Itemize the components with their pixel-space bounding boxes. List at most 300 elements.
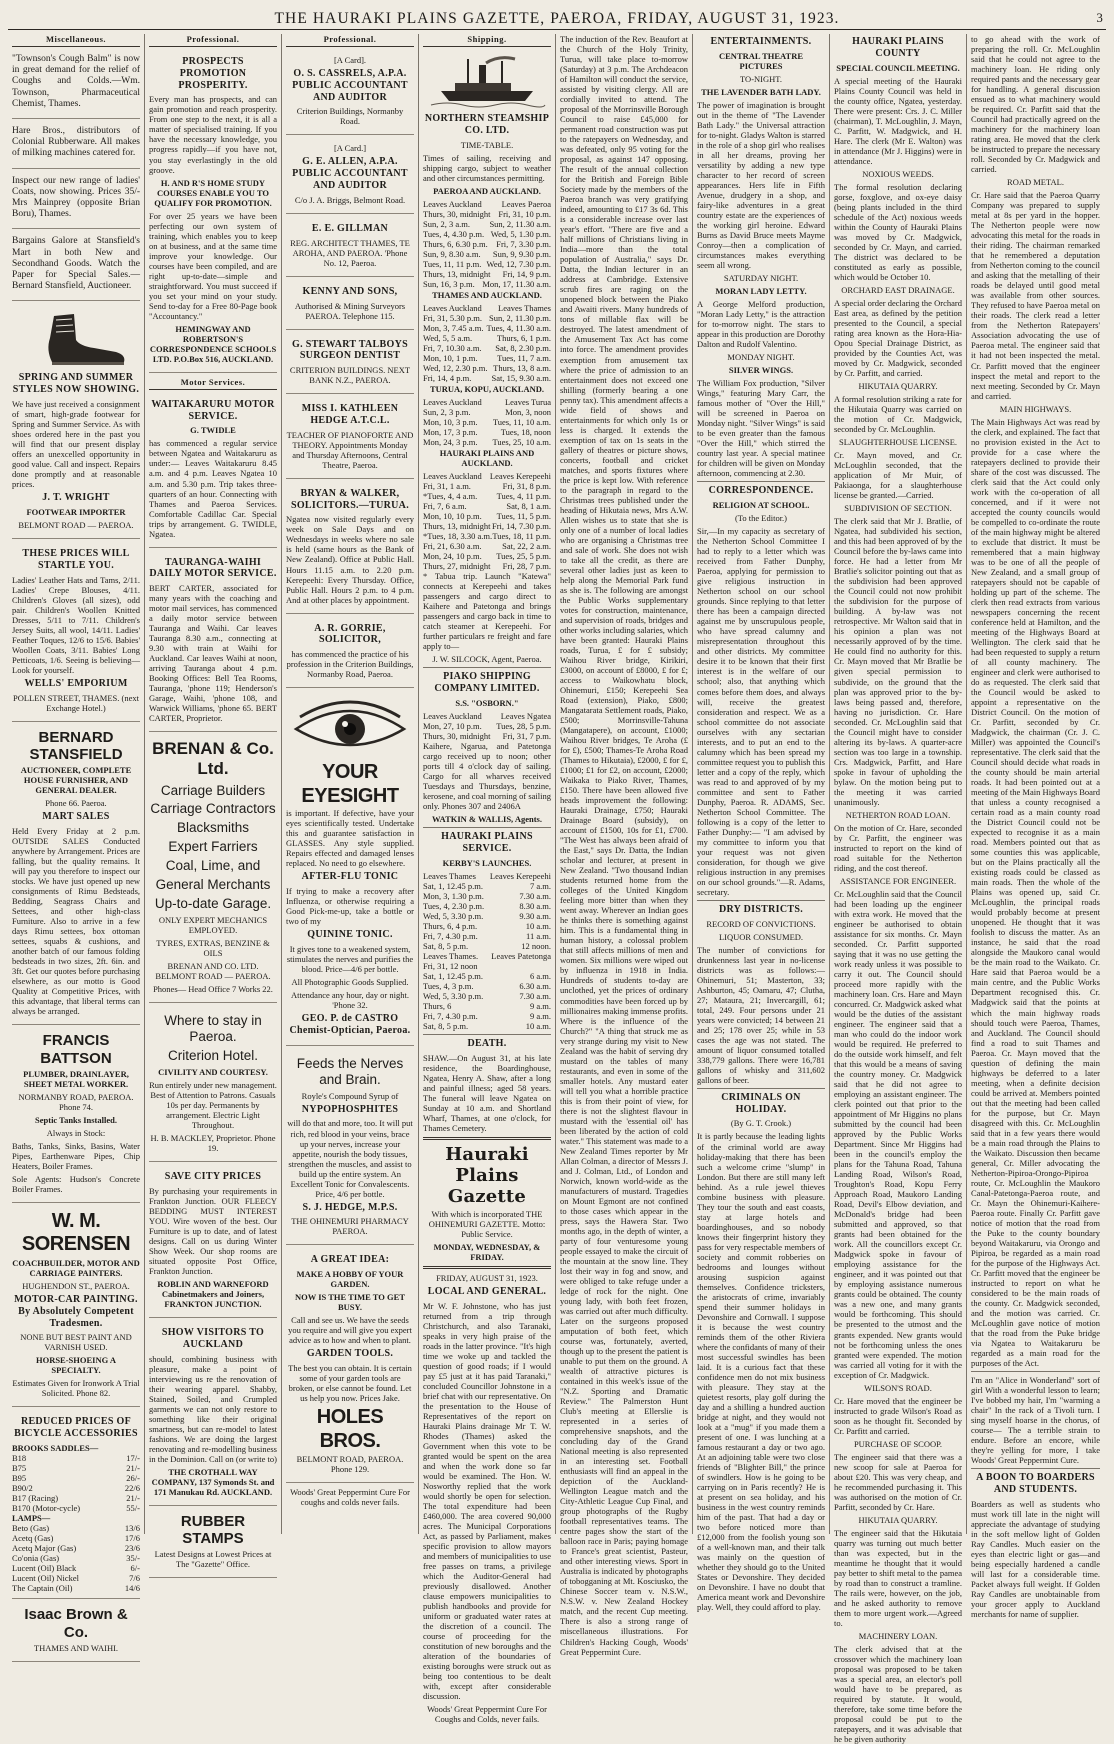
subdivision-body: The clerk said that Mr J. Bratlie, of Ngatea, had subdivided his section, and this had been approved of by the Council before the by-laws came into force. He had a letter from Mr Bratlie's solicitor pointing out that as the subdivision had been approved the Council could not now prohibit the subdivision for the purpose of building. A by-law was not retrospective. Mr Walton said that in his opinion a plan was not necessarily approved of by the time. He could find no authority for this. Cr. Mayn moved that Mr Bratlie be given special permission to subdivide, on the ground that the plan was approved prior to the by-laws being passed and, therefore, having no jurisdiction. Cr. Hare seconded. Cr. McLoughlin said that the Council might have to consider altering its by-laws. A quarter-acre section was too large in a township. Crs. Madgwick, Parfitt, and Hare spoke in favour of upholding the bylaw. On the motion being put to the meeting it was carried unanimously. xyxy=(834,516,962,807)
trade-line: General Merchants xyxy=(155,877,271,893)
metal-body: Cr. Hare said that the Paeroa Quarry Company was prepared to supply metal at 8s per yard in the hopper. The Netherton people were now advocating this metal for the roads in their riding. The chairman remarked that he remembered a deputation from Netherton coming to the council and asking that the metalling of their roads be delayed until good metal was available from other sources. They refused to have Paeroa metal on their roads. The clerk read a letter from the Netherton Ratepayers' Association advocating the use of Paeroa metal. The engineer said that it had not been inspected the metal. Cr. Parfitt moved that the engineer inspect the metal and report to the next meeting. Seconded by Cr. Mayn and carried. xyxy=(971,190,1100,401)
timetable-row xyxy=(423,229,551,239)
ad-tauranga-waihi xyxy=(149,552,277,733)
price-item: Lucent (Oil) Nickel xyxy=(12,1573,80,1584)
timetable-row xyxy=(423,1001,551,1011)
piako-body: Kaihere, Ngarua, and Patetonga cargo received up to noon; other ports till 4 o'clock day of sailing. Cargo for all wharves received Tuesdays and Thursdays, benzine, kerosene, and coal morning of sailing only. Phones 307 and 2406A xyxy=(423,741,551,812)
quinine-body: It gives tone to a weakened system, stimulates the nerves and purifies the blood. Price—4/6 per bottle. xyxy=(286,944,414,975)
piako-title: PIAKO SHIPPING COMPANY LIMITED. xyxy=(434,671,540,695)
departure-time: Fri, 7, 6 a.m. xyxy=(423,501,467,512)
timetable-row xyxy=(423,373,551,383)
timetable-row xyxy=(423,521,551,531)
timetable-row xyxy=(423,931,551,941)
ad-text: "Townson's Cough Balm" is now in great demand for the relief of Coughs and Colds.—Wm. Townson, Pharmaceutical Chemist, Thames. xyxy=(12,54,140,109)
departure-time: Thurs, 6 xyxy=(423,1000,452,1011)
wright-name: J. T. WRIGHT xyxy=(42,492,110,504)
price-item: Co'onia (Gas) xyxy=(12,1553,60,1564)
departure-time: Wed, 12, 2.30 p.m. xyxy=(423,362,488,373)
waitakaruru-name: G. TWIDLE xyxy=(190,425,236,436)
ad-criterion-hotel xyxy=(149,1007,277,1162)
orchard-body: A special order declaring the Orchard East area, as defined by the petition presented to the Council, a special rating area known as the Hora-Hia-Opou Special Drainage District, as provided by the Counties Act, was moved by Cr. Madgwick, seconded by Cr. Parfitt, and carried. xyxy=(834,297,962,379)
trade-line: Coal, Lime, and xyxy=(165,858,261,874)
return-time: Fri, 7, 3.30 p.m. xyxy=(496,238,551,249)
lavender-title: THE LAVENDER BATH LADY. xyxy=(701,86,821,97)
sorensen-address: HUGHENDON ST., PAEROA. xyxy=(22,1280,130,1291)
tyres: TYRES, EXTRAS, BENZINE & OILS xyxy=(156,937,270,958)
header-col-b: Leaves Thames xyxy=(498,302,551,313)
price-value: 26/- xyxy=(126,1473,140,1484)
lamps-list xyxy=(12,1523,140,1593)
header-col-b: Leaves Patetonga xyxy=(491,950,551,961)
prices-title: THESE PRICES WILL STARTLE YOU. xyxy=(22,548,130,571)
tauranga-body: BERT CARTER, associated for many years with the coaching and motor mail services, has commenced a daily motor service between Tauranga and Waihi. Car leaves Tauranga 8.30 a.m., connecting at 9.30 with train at Waihi for Auckland. Car leaves Waihi at noon, arriving Tauranga about 4 p.m. Booking Offices: Bell Tea Rooms, Tauranga, 'phone 119; Henderson's Garage, Waihi, 'phone 108, and Warwick Williams, 'phone 65. BERT CARTER, Proprietor. xyxy=(149,583,277,724)
royle-body: will do that and more, too. It will put rich, red blood in your veins, brace up your nerves, increase your appetite, nourish the body tissues, strengthen the muscles, and assist to build up the entire system. An Excellent Tonic for Convalescents. Price, 4/6 per bottle. xyxy=(287,1118,413,1199)
netherton-body: On the motion of Cr. Hare, seconded by Cr. Parfitt, the engineer was instructed to report on the kind of road suitable for the Netherton riding, and the cost thereof. xyxy=(834,822,962,873)
price-item: B95 xyxy=(12,1473,27,1484)
hypophosphites: NYPOPHOSPHITES xyxy=(301,1103,399,1115)
return-time: Tues, 28, 5 p.m. xyxy=(496,721,551,732)
column-5 xyxy=(556,34,693,1657)
gillman-name: E. E. GILLMAN xyxy=(311,222,389,234)
price-row xyxy=(12,1523,140,1533)
price-row xyxy=(12,1503,140,1513)
timetable-header xyxy=(423,951,551,961)
hedge-name: MISS I. KATHLEEN HEDGE A.T.C.L. xyxy=(301,403,399,426)
return-time: Sat, 8, 2.30 p.m. xyxy=(495,342,551,353)
timetable-row xyxy=(423,239,551,249)
assistance-title: ASSISTANCE FOR ENGINEER. xyxy=(839,875,957,886)
departure-time: Thurs, 27, midnight xyxy=(423,561,491,572)
boarders-body: Boarders as well as students who must work till late in the night will appreciate the advantage of studying in the soft mellow light of Golden Ray Candles. Much easier on the eyes than electric light or gas—and being especially hardened a candle will last for a considerable time. Packet always full weight. If Golden Ray Candles are unobtainable from your grocer apply to Auckland merchants for name of supplier. xyxy=(971,1498,1100,1619)
ad-allen xyxy=(286,139,414,213)
departure-time: Tues, 4, 3 p.m. xyxy=(423,980,474,991)
timetable-row xyxy=(423,323,551,333)
dry-districts-title: DRY DISTRICTS. xyxy=(718,903,804,915)
talboys-body: CRITERION BUILDINGS. NEXT BANK N.Z., PAEROA. xyxy=(289,365,411,386)
visitors-body: should, combining business with pleasure, make a point of interviewing us re the renovation of their wearing apparel. Shabby, Stained, Soiled, and Crumpled garments we can not only restore to something like their original smartness, but can re-model to latest fashions. We are doing the largest renovating and re-modelling business in the Dominion. Call on (or write to) xyxy=(149,1353,277,1464)
save-title: SAVE CITY PRICES xyxy=(164,1170,262,1182)
brenan-phones: Phones— Head Office 7 Works 22. xyxy=(153,984,273,995)
silcock-agent: J. W. SILCOCK, Agent, Paeroa. xyxy=(432,654,542,665)
departure-time: Thurs, 6, 4 p.m. xyxy=(423,920,478,931)
return-time: 6.30 a.m. xyxy=(519,980,551,991)
masthead-title: THE HAURAKI PLAINS GAZETTE, PAEROA, FRIDAY, AUGUST 31, 1923. xyxy=(274,10,840,27)
mechanics: ONLY EXPERT MECHANICS EMPLOYED. xyxy=(158,914,268,935)
ad-kenny xyxy=(286,281,414,330)
price-row xyxy=(12,1543,140,1553)
criminals-title: CRIMINALS ON HOLIDAY. xyxy=(721,1091,801,1115)
brenan-address: BRENAN AND CO. LTD. BELMONT ROAD — PAEROA. xyxy=(155,961,271,982)
wilson-body: Cr. Hare moved that the engineer be instructed to grade Wilson's Road as soon as he thought fit. Seconded by Cr. Parfitt and carried. xyxy=(834,1395,962,1436)
timetable-header xyxy=(423,199,551,209)
special-meeting: SPECIAL COUNCIL MEETING. xyxy=(836,62,960,73)
stock-body: Baths, Tanks, Sinks, Basins, Water Pipes, Earthenware Pipes, Chip Heaters, Boiler Frames. xyxy=(12,1140,140,1171)
departure-time: Thurs, 30, midnight xyxy=(423,731,491,742)
return-time: Fri, 28, 7 p.m. xyxy=(502,561,551,572)
departure-time: Mon, 10, 1 p.m. xyxy=(423,352,478,363)
thames-auckland-title: THAMES AND AUCKLAND. xyxy=(432,289,542,300)
timetable-row xyxy=(423,353,551,363)
gazette-date: FRIDAY, AUGUST 31, 1923. xyxy=(436,1272,538,1283)
tools-body: The best you can obtain. It is certain some of your garden tools are broken, or else cannot be found. Let us help you now. Prices Jake. xyxy=(288,1363,412,1404)
hquarry-title: HIKUTAIA QUARRY. xyxy=(858,1514,938,1525)
ad-isaac-brown xyxy=(12,1603,140,1661)
sole-agents: Sole Agents: Hudson's Concrete Boiler Frames. xyxy=(12,1173,140,1194)
return-time: Tues, 18, noon xyxy=(500,427,551,438)
price-item: B170 (Motor-cycle) xyxy=(12,1503,81,1514)
timetable-row xyxy=(423,551,551,561)
departure-time: Tues, 4, 2.30 p.m. xyxy=(423,900,485,911)
hauraki-timetable xyxy=(423,481,551,571)
section-heading-shipping: Shipping. xyxy=(423,34,551,47)
timetable-note: Times of sailing, receiving and shipping cargo, subject to weather and other circumstances permitting. xyxy=(423,152,551,183)
return-time: Tues, 25, 5 p.m. xyxy=(496,551,551,562)
price-item: Acetq Major (Gas) xyxy=(12,1543,77,1554)
departure-time: Mon, 27, 10 p.m. xyxy=(423,721,482,732)
wells-address: POLLEN STREET, THAMES. (next Exchange Hotel.) xyxy=(13,692,139,713)
ad-bryan-walker xyxy=(286,483,414,614)
council-title: HAURAKI PLAINS COUNTY xyxy=(852,36,944,59)
gazette-days: MONDAY, WEDNESDAY, & FRIDAY. xyxy=(433,1241,541,1262)
piako-timetable xyxy=(423,721,551,741)
return-time: 7 a.m. xyxy=(529,880,551,891)
alice-verse: I'm an "Alice in Wonderland" sort of girl With a wonderful lesson to learn; I've bobbed my hair, I'm "warming a chair" In the rack of a Tivoli turn. I sing myself hoarse in the chorus, of course— The a terrible strain to endure. Before an encore, while they're yelling for more, I take Woods' Great Peppermint Cure. xyxy=(971,1375,1100,1466)
moran-body: A George Melford production, "Moran Lady Letty," is the attraction for to-morrow night. The stars to appear in this production are Dorothy Dalton and Rudolf Valentino. xyxy=(697,299,825,350)
departure-time: Mon, 17, 3 p.m. xyxy=(423,427,478,438)
ad-bernard-stansfield xyxy=(12,726,140,1026)
card-label: [A Card.] xyxy=(333,143,367,154)
turua-title: TURUA, KOPU, AUCKLAND. xyxy=(429,383,545,394)
highways-title: MAIN HIGHWAYS. xyxy=(999,403,1072,414)
watkin-agents: WATKIN & WALLIS, Agents. xyxy=(432,814,542,825)
attendance: Attendance any hour, day or night. 'Phone 32. xyxy=(291,990,409,1011)
return-time: 10 a.m. xyxy=(525,920,551,931)
return-time: Tues, 25, 10 a.m. xyxy=(492,437,551,448)
afterflu-title: AFTER-FLU TONIC xyxy=(301,871,399,883)
ad-hedge-pharmacy xyxy=(286,1050,414,1246)
timetable-row xyxy=(423,971,551,981)
departure-time: Sun, 2, 3 p.m. xyxy=(423,407,471,417)
gorrie-name: A. R. GORRIE, SOLICITOR, xyxy=(314,622,386,646)
departure-time: Thurs, 13, midnight xyxy=(423,268,491,279)
prices-body: Ladies' Leather Hats and Tams, 2/11. Ladies' Crepe Blouses, 4/11. Children's Gloves (all sizes), odd pair. Children's Woollen Knitted Dresses, 5/11 to 7/11. Children's Jersey Suits, all wool, 14/11. Ladies' Feather Toques, 12/6 to 15/6. Babies' Woollen Coats, 3/11. Babies' Long Petticoats, 1/6. Seeing is believing—Look for yourself. xyxy=(12,574,140,675)
column-7 xyxy=(830,34,967,1744)
ad-hedge-piano xyxy=(286,398,414,479)
hquarry-body: The engineer said that the Hikutaia quarry was turning out much better than was expected, but in the meantime he thought that it would pay better to shift metal to the pamea by road than to construct a tramline. The rails were, however, on the job, and he asked authority to remove them to more urgent work.—Agreed to. xyxy=(834,1527,962,1628)
ad-townson xyxy=(12,51,140,119)
return-time: Tues, 11, 5 p.m. xyxy=(496,511,551,522)
prospects-title: PROSPECTS PROMOTION PROSPERITY. xyxy=(178,56,248,91)
price-item: B18 xyxy=(12,1453,27,1464)
castro-name: GEO. P. de CASTRO Chemist-Optician, Paeroa. xyxy=(289,1013,411,1037)
gorrie-body: has commenced the practice of his profession in the Criterion Buildings, Normanby Road, Paeroa. xyxy=(286,649,414,680)
departure-time: Sun, 16, 3 p.m. xyxy=(423,278,475,289)
rubber-title: RUBBER STAMPS xyxy=(180,1512,246,1548)
column-3 xyxy=(282,34,419,1534)
return-time: 10 a.m. xyxy=(525,1021,551,1032)
return-time: Fri, 31, 8 p.m. xyxy=(502,481,551,492)
price-value: 21/- xyxy=(126,1493,140,1504)
isaac-address: THAMES AND WAIHI. xyxy=(33,1642,119,1653)
slaughter-title: SLAUGHTERHOUSE LICENSE. xyxy=(838,437,958,448)
hedge-mps-body: THE OHINEMURI PHARMACY PAEROA. xyxy=(291,1216,409,1237)
departure-time: Mon, 3, 1.30 p.m. xyxy=(423,890,484,901)
criterion-name: Criterion Hotel. xyxy=(167,1047,259,1063)
timetable-row xyxy=(423,279,551,289)
timetable-row xyxy=(423,531,551,541)
price-item: Acetq (Gas) xyxy=(12,1533,54,1544)
return-time: 7.30 a.m. xyxy=(519,990,551,1001)
price-row xyxy=(12,1563,140,1573)
tauranga-title: TAURANGA-WAIHI DAILY MOTOR SERVICE. xyxy=(149,556,277,580)
column-8 xyxy=(967,34,1104,1619)
departure-time: Thurs, 6, 6.30 p.m. xyxy=(423,238,488,249)
criterion-body: Run entirely under new management. Best of Attention to Patrons. Casuals 10s per day. Permanents by arrangement. Electric Light Throughout. xyxy=(149,1079,277,1130)
header-col-a: Leaves Auckland xyxy=(423,396,482,407)
ad-brenan xyxy=(149,736,277,1003)
price-item: B75 xyxy=(12,1463,27,1474)
timetable-row xyxy=(423,481,551,491)
gazette-subtitle: With which is incorporated THE OHINEMURI GAZETTE. Motto: Public Service. xyxy=(428,1208,546,1239)
return-time: Sun, 9, 9.30 p.m. xyxy=(492,248,551,259)
wright-trade: FOOTWEAR IMPORTER xyxy=(26,507,126,517)
return-time: Sat, 15, 9.30 a.m. xyxy=(491,372,551,383)
osborn-title: S.S. "OSBORN." xyxy=(455,697,519,708)
eyesight-title: YOUR EYESIGHT xyxy=(301,761,399,807)
noxious-title: NOXIOUS WEEDS. xyxy=(862,168,934,179)
departure-time: Thurs, 13, midnight xyxy=(423,521,491,532)
ad-hemingway-robertson xyxy=(149,51,277,373)
card-label: [A Card]. xyxy=(333,55,367,66)
header-col-b: Leaves Paeroa xyxy=(501,198,551,209)
trade-line: Expert Farriers xyxy=(168,839,258,855)
price-value: 22/6 xyxy=(124,1483,140,1494)
timetable-row xyxy=(423,417,551,427)
return-time: Mon, 17, 11.30 a.m. xyxy=(482,278,551,289)
timetable-row xyxy=(423,881,551,891)
eyesight-body: is important. If defective, have your eyes scientifically tested. Undertake this and guarantee satisfaction in GLASSES. Any style supplied. Repairs effected and damaged lenses replaced. No need to go elsewhere. xyxy=(286,808,414,869)
kerepeehi-note: * Tabua trip. Launch "Katewa" connects at Kerepeehi and takes passengers and cargo direct to Kaihere and Patetonga and brings passengers and cargo back in time to catch steamer at Kerepeehi. For further particulars re freight and fare apply to— xyxy=(423,571,551,652)
timetable-row xyxy=(423,941,551,951)
northern-title: NORTHERN STEAMSHIP CO. LTD. xyxy=(424,113,550,136)
cassrels-address: Criterion Buildings, Normanby Road. xyxy=(296,106,404,127)
talboys-name: G. STEWART TALBOYS SURGEON DENTIST xyxy=(292,338,408,362)
timetable-row xyxy=(423,437,551,447)
kenny-body: Authorised & Mining Surveyors PAEROA. Telephone 115. xyxy=(294,300,406,321)
battson-address: NORMANBY ROAD, PAEROA. Phone 74. xyxy=(18,1091,134,1112)
return-time: Tues, 4, 11.30 a.m. xyxy=(486,322,551,333)
timetable-row xyxy=(423,1011,551,1021)
hr-name: HEMINGWAY AND ROBERTSON'S CORRESPONDENCE SCHOOLS LTD. P.O.Box 516, AUCKLAND. xyxy=(149,323,277,364)
local-general-body: Mr W. F. Johnstone, who has just returned from a trip through Christchurch, and also Taranaki, speaks in very high praise of the roads in the latter province. "It's high time we woke up and tackled the question of good roads; if I would pay £5 just at it has paid Taranaki," concluded Councillor Johnstone in a brief chat with our representative. On the presentation to the House of Representatives of the report on Hauraki Plains drainage Mr T. W. Rhodes (Thames) asked the Government when this vote to be granted would be spent on the area and when the work done so far would be examined. The Hon. W. Nosworthy replied that the work would shortly be open for selection. The total expenditure had been £460,000. The area covered 90,000 acres. The Municipal Corporations Act, as passed by Parliament, makes specific provision to allow mayors and members of municipalities to use free passes on trams, a privilege which the Auditor-General had previously disallowed. Another clause empowers municipalities to publish handbooks and provide for uniform or graduated water rates at the discretion of a council. The course of proceeding for the constitution of new boroughs and the alteration of the boundaries of existing boroughs were struck out as being too contentious to be dealt with, except after considerable discussion. xyxy=(423,1300,551,1702)
header-col-b: Leaves Kerepeehi xyxy=(489,870,551,881)
timetable-row xyxy=(423,561,551,571)
timetable-row xyxy=(423,259,551,269)
departure-time: Thurs, 30, midnight xyxy=(423,208,491,219)
timetable-row xyxy=(423,901,551,911)
header-col-a: Leaves Thames xyxy=(423,870,476,881)
wells-name: WELLS' EMPORIUM xyxy=(24,677,128,689)
tools-title: GARDEN TOOLS. xyxy=(306,1348,394,1360)
wright-address: BELMONT ROAD — PAEROA. xyxy=(18,520,134,531)
machinery-title: MACHINERY LOAN. xyxy=(858,1630,938,1641)
timetable-row xyxy=(423,407,551,417)
timetable-row xyxy=(423,911,551,921)
price-value: 55/- xyxy=(126,1503,140,1514)
visitors-title: SHOW VISITORS TO AUCKLAND xyxy=(161,1326,265,1350)
monday-label: MONDAY NIGHT. xyxy=(727,352,795,363)
timetable-header xyxy=(423,303,551,313)
lamps-title: LAMPS— xyxy=(12,1513,51,1524)
timetable-row xyxy=(423,427,551,437)
return-time: 6 a.m. xyxy=(529,970,551,981)
departure-time: Mon, 24, 10 p.m. xyxy=(423,551,482,562)
timetable-row xyxy=(423,313,551,323)
hauraki-auckland-title: HAURAKI PLAINS AND AUCKLAND. xyxy=(439,448,535,469)
religion-title: RELIGION AT SCHOOL. xyxy=(712,500,810,511)
slaughter-body: Cr. Mayn moved, and Cr. McLoughlin seconded, that the application of Mr Muir, of Pakiaonga, for a slaughterhouse license be granted.—Carried. xyxy=(834,450,962,501)
timetable-row xyxy=(423,333,551,343)
page-number: 3 xyxy=(1096,10,1104,25)
price-value: 14/6 xyxy=(124,1583,140,1594)
sorensen-name: W. M. SORENSEN xyxy=(21,1209,131,1256)
garden-body: Call and see us. We have the seeds you require and will give you expert advice as to how and when to plant. xyxy=(288,1315,412,1346)
timetable-row xyxy=(423,921,551,931)
return-time: Fri, 31, 10 p.m. xyxy=(498,208,551,219)
header-col-b: Leaves Kerepeehi xyxy=(489,471,551,482)
return-time: Wed, 5, 1.30 p.m. xyxy=(490,228,551,239)
return-time: Thurs, 6, 1 p.m. xyxy=(496,332,551,343)
return-time: Tues, 11, 10 a.m. xyxy=(492,417,551,428)
hr-body: For over 25 years we have been perfecting our own system of training, which enables you to keep on at business, and at the same time improve your knowledge. Our courses have been compiled, and are right up-to-date—simple and straightforward. You must succeed if you set your mind on your study. Send to-day for a Free 80-Page book "Accountancy." xyxy=(149,210,277,321)
price-row xyxy=(12,1583,140,1593)
trade-line: Carriage Builders xyxy=(160,782,266,798)
metal-title: ROAD METAL. xyxy=(1007,177,1064,188)
silver-title: SILVER WINGS. xyxy=(728,365,794,376)
ad-cassrels xyxy=(286,51,414,135)
ad-gillman xyxy=(286,218,414,277)
crothall-name: THE CROTHALL WAY COMPANY, 137 Symonds St. and 171 Manukau Rd. AUCKLAND. xyxy=(151,1466,275,1497)
price-value: 6/- xyxy=(130,1563,140,1574)
busy: NOW IS THE TIME TO GET BUSY. xyxy=(295,1292,405,1313)
timetable-row xyxy=(423,269,551,279)
criminals-body: It is partly because the leading lights of the criminal world are away holiday-making that there has been such a welcome crime "slump" in London. But there are still many left behind. As a rule jewel thieves combine business with pleasure. They tour the south and east coasts, stay at large hotels and boardinghouses, and so nobody knows their fingerprint history they pass for very respectable members of society and commit robberies on bedrooms and lounges without arousing suspicion against themselves. Confidence tricksters, the aristocrats of crime, invariably spend their summer holidays in Devonshire and Cornwall. I suppose it is because the west country reminds them of the other Riviera where the confidants of many of their most successful swindles has been laid. It is a curious fact that these confidence men do not mix business with pleasure. They stay at the quietest resorts, play golf during the day and a shilling a hundred auction bridge at night, and they would not look at a "mug" if you made them a present of one. I was lunching at a famous restaurant a day or two ago. At an adjoining table were two close friends of "Blighter Bill," the prince of swindlers. How is he going to be carrying on in Paris recently? He is at present on sea holiday, and his business in the west country reminds him of the past. That had a day or two before noticed more than £12,000 from the foolish young son of a well-known man, and their talk was mainly on the question of whether they should go to the United States or Devonshire. They decided on Devonshire. I have no doubt that America meant work and Devonshire play. Well, they could afford to play. xyxy=(697,1131,825,1613)
timetable-row xyxy=(423,1021,551,1031)
timetable-header xyxy=(423,397,551,407)
price-row xyxy=(12,1533,140,1543)
entertainments-title: ENTERTAINMENTS. xyxy=(710,36,812,47)
departure-time: Fri, 7, 10.30 a.m. xyxy=(423,342,482,353)
price-row xyxy=(12,1453,140,1463)
mackley: H. B. MACKLEY, Proprietor. Phone 19. xyxy=(150,1132,276,1153)
return-time: 8.30 a.m. xyxy=(519,900,551,911)
subdivision-title: SUBDIVISION OF SECTION. xyxy=(844,503,952,514)
departure-time: Sun, 9, 8.30 a.m. xyxy=(423,248,481,259)
liquor-label: LIQUOR CONSUMED. xyxy=(718,931,804,942)
return-time: Wed, 12, 7.30 p.m. xyxy=(486,258,551,269)
kerby-timetable xyxy=(423,881,551,951)
paeroa-timetable xyxy=(423,209,551,289)
spring-body: We have just received a consignment of smart, high-grade footwear for Spring and Summer Service. As with shoes ordered here in the past you will find that our present display offers an unexcelled opportunity in good value. Call and inspect. Repairs done promptly and at reasonable prices. xyxy=(12,399,140,490)
idea-title: A GREAT IDEA: xyxy=(310,1254,390,1266)
sorensen-trade: COACHBUILDER, MOTOR AND CARRIAGE PAINTERS. xyxy=(12,1257,140,1278)
departure-time: Sat, 8, 5 p.m. xyxy=(423,940,469,951)
allen-address: C/o J. A. Briggs, Belmont Road. xyxy=(294,194,406,205)
spring-title: SPRING AND SUMMER STYLES NOW SHOWING. xyxy=(12,372,140,396)
news-items: The induction of the Rev. Beaufort at the Church of the Holy Trinity, Turua, will take place to-morrow (Saturday) at 3 p.m. The Archdeacon of Hamilton will conduct the service, assisted by visiting clergy. All are cordially invited to attend. The proposal of the Morrinsville Borough Council to raise £45,000 for permanent road construction was put to the ratepayers on Wednesday, and was defeated, only 95 voting for the proposal, as against 147 opposing. The result of the annual collection for the British and Foreign Bible Society made by the members of the Paeroa branch was very gratifying indeed, amounting to £17 3s 6d. This is a considerable increase over last year's effort. "There are five and a half millions of Christians living in India—more than the total population of Australia," says Dr. Datta, the Indian lecturer in an address at Cambridge. Extensive scrub fires are raging on the unopened block between the Piako and Awaiti rivers. Many hundreds of tons of millable flax will be destroyed. The latest amendment of the Amusement Tax Act has come into force. The amendment provides exemption from amusement tax where the price of admission to an entertainment does not exceed one shilling (formerly bearing a one penny tax). This amendment affects a wide field of shows and entertainments for which only 1s or less is charged. It extends the exemption of tax on 1s seats in the gallery of theatres or picture shows, concerts, football and cricket matches, and sports fixtures where the price is kept low. With reference to the paragraph in regard to the Christmas trees published under the heading of Hikutaia news, Mrs A.W. Allen wishes us to state that she is only one of a number of local ladies who are organising a Christmas tree and sale of work. She does not wish to take all the credit, as there are several other ladies just as keen to help along the Memorial Park fund as she is. The following are amongst the Public Works supplementary votes for construction, maintenance, and supervision of roads, bridges and other works including salaries, which have been granted: Hauraki Plains roads, Turua, £ for £ subsidy; Waihou River bridge, Kirikiri, £3000, on account of £8000, £ for £; access to Waikowhatu block, Ohinemuri, £150; Kerepeehi Sea Road (extension), Piako, £800; Mangatarata Settlement roads, Piako, £500; Morrinsville-Tahuna (Mangatapere), on account, £1000; Waihou River bridges, Te Aroha (£ for £), £500; Thames-Te Aroha Road (Thames to Hikutaia), £2000, £ for £, £1000; £1 for £2, on account, £2000; Waikaka to Piako River, Thames, £150. There have been allowed five heads improvement the following: Hauraki Drainage, £750; Hauraki Drainage Board (subsidy), on account of £1500, 10s for £1, £700. "The West has always been afraid of the East," says Dr. Datta, the Indian scholar and lecturer, at present in New Zealand. "Two thousand Indian students returned home from the colleges of the United Kingdom feeling more bitter than when they went away. Wherever an Indian goes he thinks there is something against him. This is a fundamental thing in human history, a colossal problem that still affects millions of men and women. Six millions were wiped out by influenza in 1918 in India. Hundreds of students to-day are unclothed, yet the prices of ordinary commodities have been forced up by millionaires making immense profits. Where is the influence of the Church?" "A thing that struck me as very strange during my visit to New Zealand was the habit of serving dry mustard on the tables of many restaurants, and even in some of the smaller hotels. Any mustard eater will tell you what a horrible practice this is from their point of view, for there is not the slightest flavour in mustard with the 'essential oil' has been liberated by the action of cold water." This statement was made to a New Zealand Times reporter by Mr Allan Colman, a director of Messrs J. and J. Colman, Ltd., of London and Norwich, known world-wide as the manufacturers of mustard. Tragedies on Mount Egmont are not confined to those cases which appear in the press, says the Hawera Star. Two months ago, in the depth of winter, a party of four venturesome young people essayed to make the circuit of the mountain at the snow line. They lost their way in fog and snow, and were obliged to take refuge under a ledge of rock for the night. One young lady, with both feet frozen, was carried out after much difficulty. Later on the surgeons proposed amputation of both feet, which course was, fortunately, averted, though up to the present the patient is unable to put them on the ground. A wealth of attractive pictures is contained in this week's issue of the "N.Z. Sporting and Dramatic Review." The Palmerston Hunt Club's meeting at Ellerslie is represented in a series of comprehensive snapshots, and the concluding day of the Grand National meeting is also represented in an interesting set. Football enthusiasts will find an appeal in the depiction of the Auckland-Wellington League match and the City-Athletic League Cup Final, and group photographs of the Rugby football representatives teams. The centre pages show the start of the balloon race in Paris; paying homage to France's great scientist, Pasteur, and other interesting views. Sport in Australia is indicated by photographs of tobogganing at Mt. Kosciusko, the Chinese Soccer team v. N.S.W., N.S.W. v. New Zealand Hockey match, and the recent Cup meeting. There is also a strong range of miscellaneous illustrations. For Children's Hacking Cough, Woods' Great Peppermint Cure. xyxy=(560,34,688,1657)
motorcar-painting: MOTOR-CAR PAINTING. By Absolutely Competent Tradesmen. xyxy=(14,1293,138,1329)
return-time: 11 a.m. xyxy=(526,930,551,941)
kerby-title: KERBY'S LAUNCHES. xyxy=(442,857,532,868)
hedge-mps-name: S. J. HEDGE, M.P.S. xyxy=(302,1201,398,1213)
to-editor: (To the Editor.) xyxy=(734,513,788,524)
return-time: Thurs, 13, 8 a.m. xyxy=(493,362,551,373)
price-row xyxy=(12,1463,140,1473)
column-1 xyxy=(8,34,145,1653)
brenan-trades xyxy=(149,783,277,894)
timetable-header xyxy=(423,871,551,881)
departure-time: Fri, 7, 4.30 p.m. xyxy=(423,1011,478,1021)
timetable-row xyxy=(423,991,551,1001)
return-time: Sun, 2, 11.30 a.m. xyxy=(489,218,551,229)
allen-name: G. E. ALLEN, A.P.A. PUBLIC ACCOUNTANT AND AUDITOR xyxy=(292,156,408,192)
return-time: Sun, 2, 11.30 p.m. xyxy=(488,312,551,323)
kenny-name: KENNY AND SONS, xyxy=(302,285,398,297)
header-col-a: Leaves Auckland xyxy=(423,711,482,721)
return-time: 12 noon. xyxy=(521,940,551,951)
ad-stansfield-mart xyxy=(12,233,140,301)
return-time: Tues, 18, 11 p.m. xyxy=(492,531,551,542)
prospects-body: Every man has prospects, and can gain promotion and reach prosperity. From one step to the next, it is all a matter of specialised training. If you have the necessary knowledge, you progress rapidly—if you have not, you stay everlastingly in the old groove. xyxy=(149,94,277,175)
record-label: RECORD OF CONVICTIONS. xyxy=(706,918,816,929)
reduced-title: REDUCED PRICES OF BICYCLE ACCESSORIES xyxy=(14,1416,138,1440)
column-2 xyxy=(145,34,282,1570)
crook-byline: (By G. T. Crook.) xyxy=(730,1118,792,1129)
header-col-a: Leaves Thames. xyxy=(423,950,479,961)
price-item: Beto (Gas) xyxy=(12,1523,50,1534)
stock-title: Always in Stock: xyxy=(46,1127,106,1138)
waitakaruru-body: has commenced a regular service between Ngatea and Waitakaruru as under:— Leaves Waitakaruru 8.45 a.m. and 4 p.m. Leaves Ngatea 10 a.m. and 5.30 p.m. Trip takes three-quarters of an hour. Connecting with Thames and Paeroa Services. Comfortable Cadillac Car. Special trips by arrangement. G. TWIDLE, Ngatea. xyxy=(149,438,277,539)
return-time: 7.30 a.m. xyxy=(519,890,551,901)
header-col-a: Leaves Auckland xyxy=(423,302,482,313)
saddles-title: BROOKS SADDLES— xyxy=(12,1443,99,1453)
death-body: SHAW.—On August 31, at his late residence, the Boardinghouse, Ngatea, Henry A. Shaw, after a long and painful illness; aged 58 years. The funeral will leave Ngatea on Sunday at 10 a.m. and Shortland Wharf, Thames, at one o'clock, for Thames Cemetery. xyxy=(423,1052,551,1133)
garage: Up-to-date Garage. xyxy=(154,896,272,912)
quinine-title: QUININE TONIC. xyxy=(307,929,393,941)
ad-talboys xyxy=(286,334,414,395)
central-theatre: CENTRAL THEATRE PICTURES xyxy=(719,50,803,71)
rubber-body: Latest Designs at Lowest Prices at The "Gazette" Office. xyxy=(154,1549,272,1570)
return-time: 9.30 a.m. xyxy=(519,910,551,921)
departure-time: Sat, 1, 12.45 p.m. xyxy=(423,970,483,981)
departure-time: Fri, 31, 1 a.m. xyxy=(423,481,471,492)
cassrels-name: O. S. CASSRELS, A.P.A. PUBLIC ACCOUNTANT AND AUDITOR xyxy=(292,68,408,103)
header-col-b: Leaves Turua xyxy=(504,396,551,407)
price-row xyxy=(12,1573,140,1583)
council-body: A special meeting of the Hauraki Plains County Council was held in the county office, Ngatea, yesterday. There were present: Crs. J. C. Miller (chairman), T. McLoughlin, J. Mayn, C. Parfitt, W. Madgwick, and H. Hare. The clerk (Mr E. Walton) was in attendance (Mr J. Higgins) were in attendance. xyxy=(834,75,962,166)
ad-de-castro xyxy=(286,692,414,1046)
ad-hare-bros xyxy=(12,123,140,169)
correspondence-title: CORRESPONDENCE. xyxy=(708,485,814,497)
thames-timetable xyxy=(423,313,551,383)
ad-mainprey xyxy=(12,173,140,230)
return-time: Mon, 3, noon xyxy=(505,407,551,417)
departure-time: Wed, 5, 5 a.m. xyxy=(423,332,473,343)
paeroa-auckland-title: PAEROA AND AUCKLAND. xyxy=(433,185,541,196)
timetable-row xyxy=(423,731,551,741)
boot-illustration xyxy=(12,310,140,368)
column-4 xyxy=(419,34,556,1725)
